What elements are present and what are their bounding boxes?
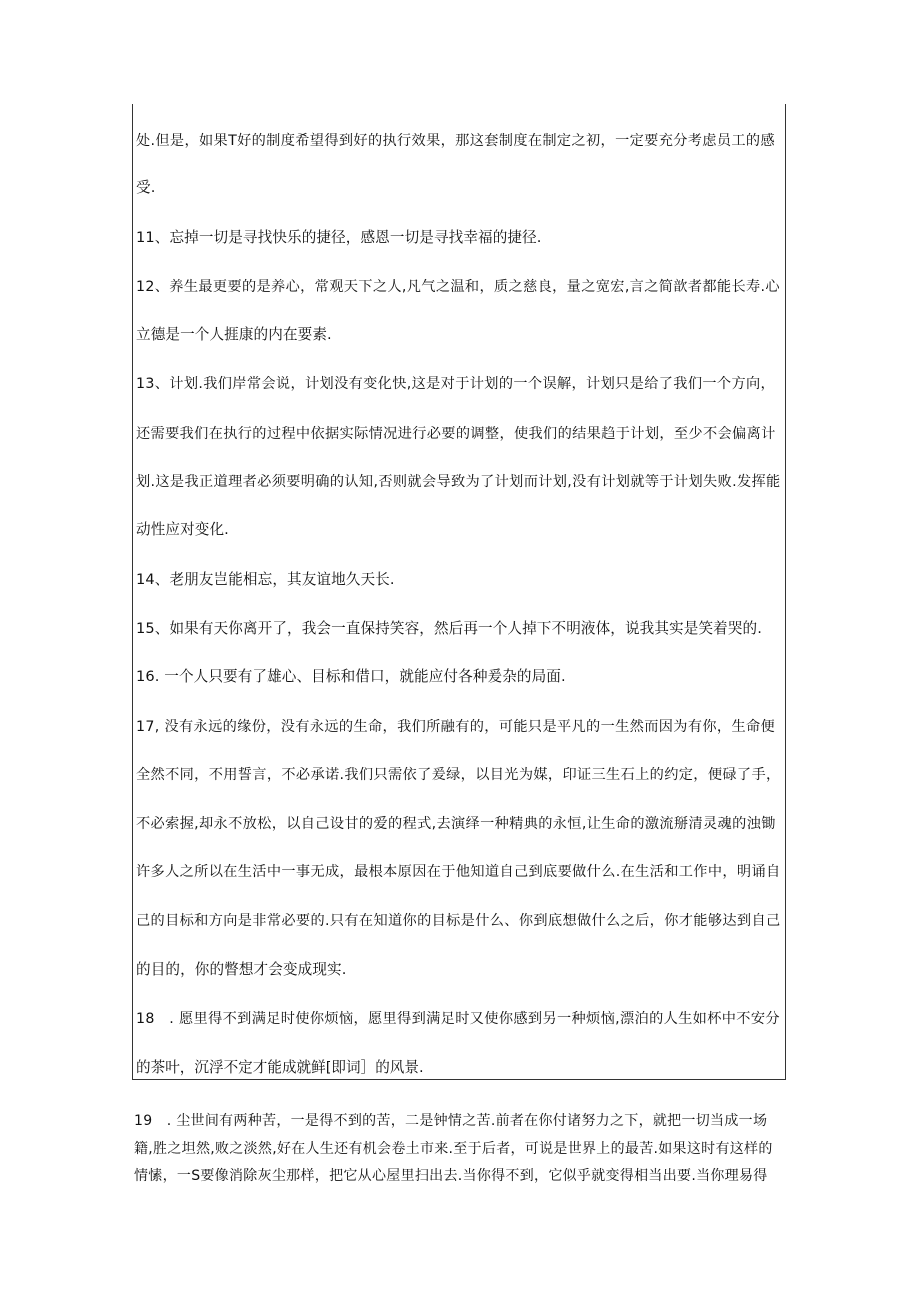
paragraph-line: 14、老朋友岂能相忘，其友谊地久天长. [136, 571, 395, 588]
paragraph-line: 11、忘掉一切是寻找快乐的捷径，感恩一切是寻找幸福的捷径. [136, 229, 542, 246]
outer-paragraph-line: 情愫，一S要像消除灰尘那样，把它从心屋里扫出去.当你得不到，它似乎就变得相当出要.当你理易得 [134, 1168, 768, 1184]
paragraph-line: 的目的，你的瞥想才会变成现实. [136, 961, 347, 978]
paragraph-line: 12、养生最更要的是养心，常观天下之人,凡气之温和，质之慈良，量之宽宏,言之简歆者都能长寿.心 [136, 279, 780, 295]
paragraph-line: 13、计划.我们岸常会说，计划没有变化快,这是对于计划的一个误解，计划只是给了我们一个方向， [136, 376, 776, 392]
paragraph-line: 己的目标和方向是非常必要的.只有在知道你的目标是什么、你到底想做什么之后，你才能够达到自己 [136, 913, 781, 929]
paragraph-line: 动性应对变化. [136, 521, 229, 538]
paragraph-line: 的茶叶，沉浮不定才能成就鲜[即词］的风景. [136, 1059, 424, 1076]
paragraph-line: 划.这是我正道理者必须要明确的认知,否则就会导致为了计划而计划,没有计划就等于计划失败.发挥能 [136, 474, 781, 490]
outer-paragraph-line: 籍,胜之坦然,败之淡然,好在人生还有机会卷土市来.至于后者，可说是世界上的最苦.如果这时有这样的 [134, 1141, 773, 1157]
paragraph-line: 还需要我们在执行的过程中依据实际情况进行必要的调整，使我们的结果趋于计划，至少不会偏离计 [136, 426, 776, 442]
bordered-text-box [132, 104, 786, 1080]
paragraph-line: 不必索握,却永不放松，以自己设甘的爱的程式,去演绎一种精典的永恒,让生命的激流掰清灵魂的浊锄 [136, 816, 776, 832]
paragraph-line: 18 . 愿里得不到满足时使你烦恼，愿里得到满足时又使你感到另一种烦恼,漂泊的人生如杯中不安分 [136, 1011, 780, 1027]
paragraph-line: 15、如果有天你离开了，我会一直保持笑容，然后再一个人掉下不明液体，说我其实是笑着哭的. [136, 620, 762, 637]
paragraph-line: 立德是一个人捱康的内在要素. [136, 326, 332, 343]
paragraph-line: 17, 没有永远的缘份，没有永远的生命，我们所融有的，可能只是平凡的一生然而因为有你，生命便 [136, 719, 776, 735]
paragraph-line: 16. 一个人只要有了雄心、目标和借口，就能应付各种爰杂的局面. [136, 668, 566, 685]
paragraph-line: 全然不同，不用誓言，不必承诺.我们只需依了爰绿，以目光为媒，印证三生石上的约定，便碌了手， [136, 767, 781, 783]
outer-paragraph-line: 19 . 尘世间有两种苦，一是得不到的苦，二是钟情之苦.前者在你付诸努力之下，就把一切当成一场 [134, 1113, 768, 1129]
paragraph-line: 受. [136, 179, 156, 196]
paragraph-line: 许多人之所以在生活中一事无成，最根本原因在于他知道自己到底要做什么.在生活和工作中，明诵自 [136, 864, 781, 880]
paragraph-line: 处.但是，如果T好的制度希望得到好的执行效果，那这套制度在制定之初，一定要充分考虑员工的感 [136, 133, 775, 149]
